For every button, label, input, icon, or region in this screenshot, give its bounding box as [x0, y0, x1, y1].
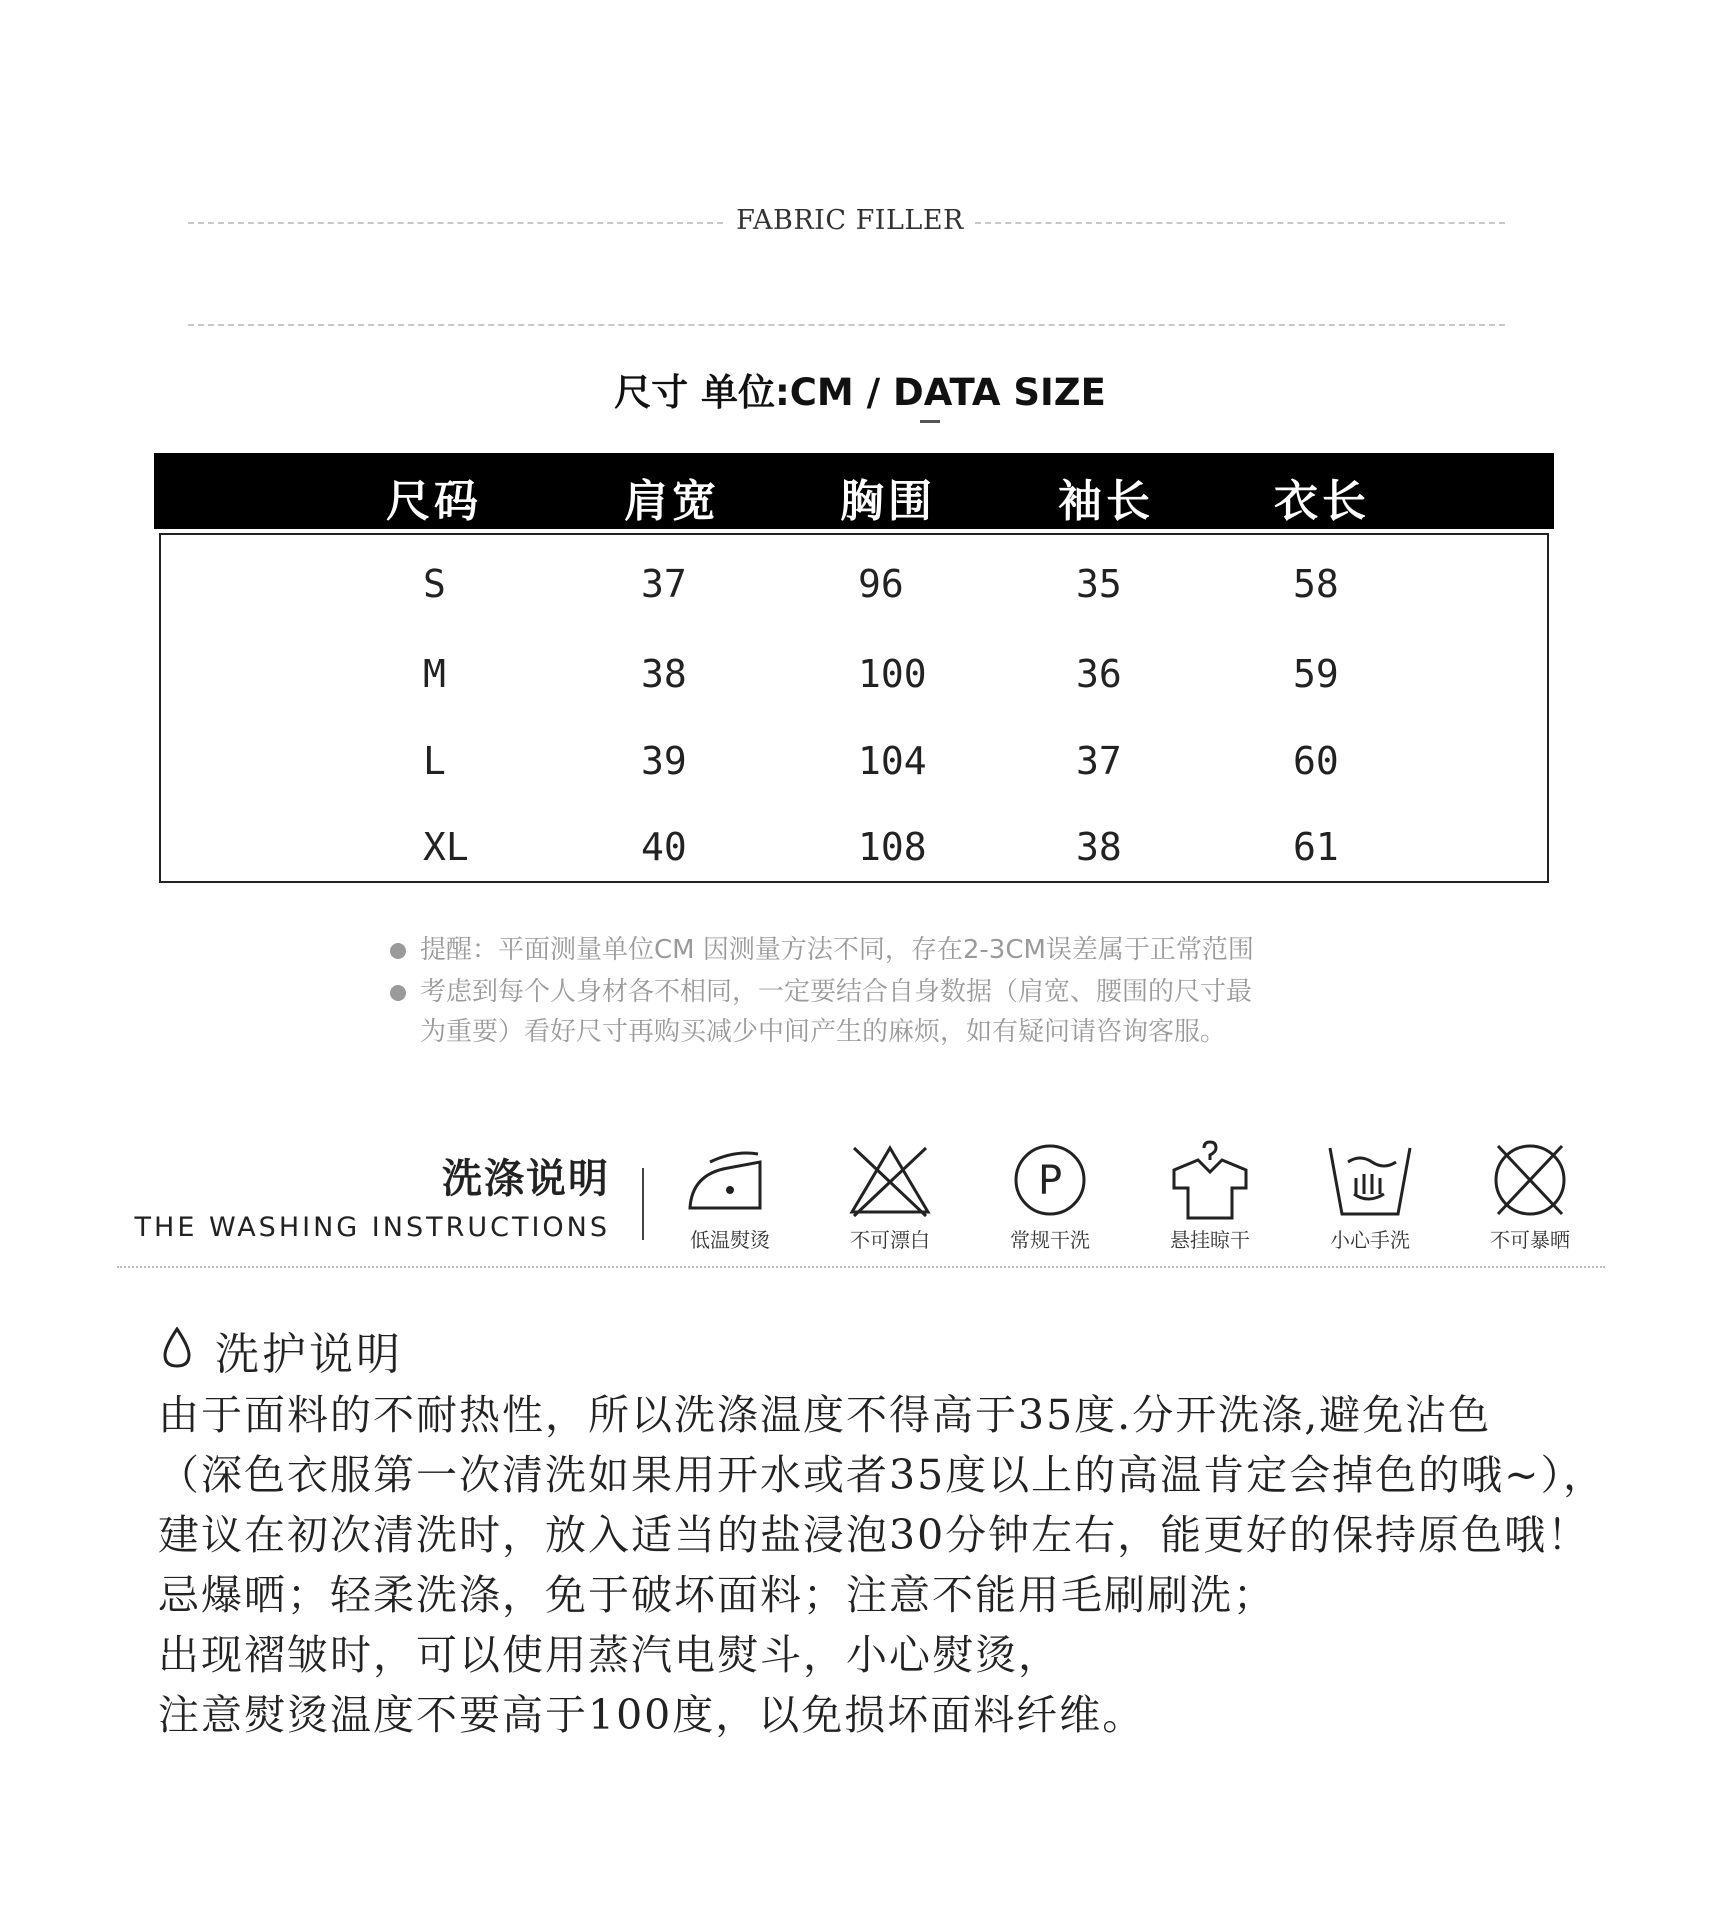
- care-instructions: [158, 1385, 1608, 1745]
- bullet-icon: [390, 985, 406, 1001]
- cell-shoulder: 40: [641, 825, 687, 869]
- care-symbol-hang-dry: [1150, 1140, 1270, 1260]
- cell-chest: 108: [858, 825, 927, 869]
- fabric-filler-title: FABRIC FILLER: [736, 205, 964, 236]
- divider-top-right: [975, 222, 1505, 224]
- care-line: 建议在初次清洗时，放入适当的盐浸泡30分钟左右，能更好的保持原色哦！: [158, 1511, 1591, 1559]
- divider-top-left: [188, 222, 723, 224]
- care-symbol-dry-clean: [990, 1140, 1110, 1260]
- table-row: [161, 552, 1547, 612]
- icon-label: 悬挂晾干: [1170, 1228, 1250, 1252]
- header-sleeve: 袖长: [1058, 476, 1154, 527]
- divider-dotted: [117, 1266, 1605, 1268]
- note-text: 提醒：平面测量单位CM 因测量方法不同，存在2-3CM误差属于正常范围: [420, 935, 1254, 965]
- title-underline-mark: [920, 420, 940, 423]
- divider-middle: [188, 324, 1505, 326]
- table-row: [161, 642, 1547, 702]
- cell-sleeve: 37: [1076, 739, 1122, 783]
- hand-wash-icon: [1320, 1140, 1420, 1220]
- icon-label: 常规干洗: [1010, 1228, 1090, 1252]
- bullet-icon: [390, 943, 406, 959]
- icon-label: 不可漂白: [850, 1228, 930, 1252]
- table-row: [161, 729, 1547, 789]
- icon-label: 小心手洗: [1330, 1228, 1410, 1252]
- svg-text:P: P: [1037, 1158, 1063, 1204]
- cell-length: 58: [1293, 562, 1339, 606]
- header-size: 尺码: [386, 476, 482, 527]
- care-line: （深色衣服第一次清洗如果用开水或者35度以上的高温肯定会掉色的哦~），: [158, 1451, 1607, 1499]
- cell-size: L: [423, 739, 446, 783]
- cell-length: 61: [1293, 825, 1339, 869]
- icon-label: 低温熨烫: [690, 1228, 770, 1252]
- no-bleach-icon: [840, 1140, 940, 1220]
- care-line: 注意熨烫温度不要高于100度，以免损坏面料纤维。: [158, 1691, 1146, 1739]
- cell-length: 60: [1293, 739, 1339, 783]
- cell-shoulder: 37: [641, 562, 687, 606]
- care-line: 忌爆晒；轻柔洗涤，免于破坏面料；注意不能用毛刷刷洗；: [158, 1571, 1276, 1619]
- cell-shoulder: 38: [641, 652, 687, 696]
- cell-chest: 96: [858, 562, 904, 606]
- care-line: 由于面料的不耐热性，所以洗涤温度不得高于35度.分开洗涤,避免沾色: [158, 1391, 1492, 1439]
- note-text: 考虑到每个人身材各不相同，一定要结合自身数据（肩宽、腰围的尺寸最: [420, 977, 1253, 1007]
- header-chest: 胸围: [840, 476, 936, 527]
- dry-clean-p-icon: [1000, 1140, 1100, 1220]
- washing-separator: [642, 1168, 644, 1240]
- cell-sleeve: 36: [1076, 652, 1122, 696]
- care-line: 出现褶皱时，可以使用蒸汽电熨斗，小心熨烫，: [158, 1631, 1061, 1679]
- iron-low-temp-icon: [680, 1140, 780, 1220]
- care-symbol-hand-wash: [1310, 1140, 1430, 1260]
- care-symbol-no-sun: [1470, 1140, 1590, 1260]
- cell-size: M: [423, 652, 446, 696]
- size-table-body: [159, 533, 1549, 883]
- note-body-size-cont: [420, 1012, 1226, 1052]
- icon-label: 不可暴晒: [1490, 1228, 1570, 1252]
- cell-size: S: [423, 562, 446, 606]
- header-length: 衣长: [1274, 476, 1370, 527]
- washing-title-cn: 洗涤说明: [442, 1156, 610, 1202]
- note-measurement: [420, 930, 1254, 970]
- care-title: 洗护说明: [215, 1329, 403, 1380]
- washing-title-en: THE WASHING INSTRUCTIONS: [134, 1212, 610, 1243]
- note-text: 为重要）看好尺寸再购买减少中间产生的麻烦，如有疑问请咨询客服。: [420, 1017, 1227, 1047]
- care-symbol-no-bleach: [830, 1140, 950, 1260]
- cell-sleeve: 35: [1076, 562, 1122, 606]
- size-chart-title: 尺寸 单位:CM / DATA SIZE: [614, 371, 1106, 414]
- care-symbol-iron: [670, 1140, 790, 1260]
- cell-shoulder: 39: [641, 739, 687, 783]
- cell-size: XL: [423, 825, 469, 869]
- cell-length: 59: [1293, 652, 1339, 696]
- hang-dry-icon: [1160, 1140, 1260, 1220]
- table-row: [161, 815, 1547, 875]
- cell-sleeve: 38: [1076, 825, 1122, 869]
- water-drop-icon: [160, 1327, 194, 1369]
- cell-chest: 100: [858, 652, 927, 696]
- header-shoulder: 肩宽: [624, 476, 720, 527]
- no-tumble-dry-icon: [1480, 1140, 1580, 1220]
- note-body-size: [420, 972, 1252, 1012]
- cell-chest: 104: [858, 739, 927, 783]
- size-table-header: [154, 453, 1554, 529]
